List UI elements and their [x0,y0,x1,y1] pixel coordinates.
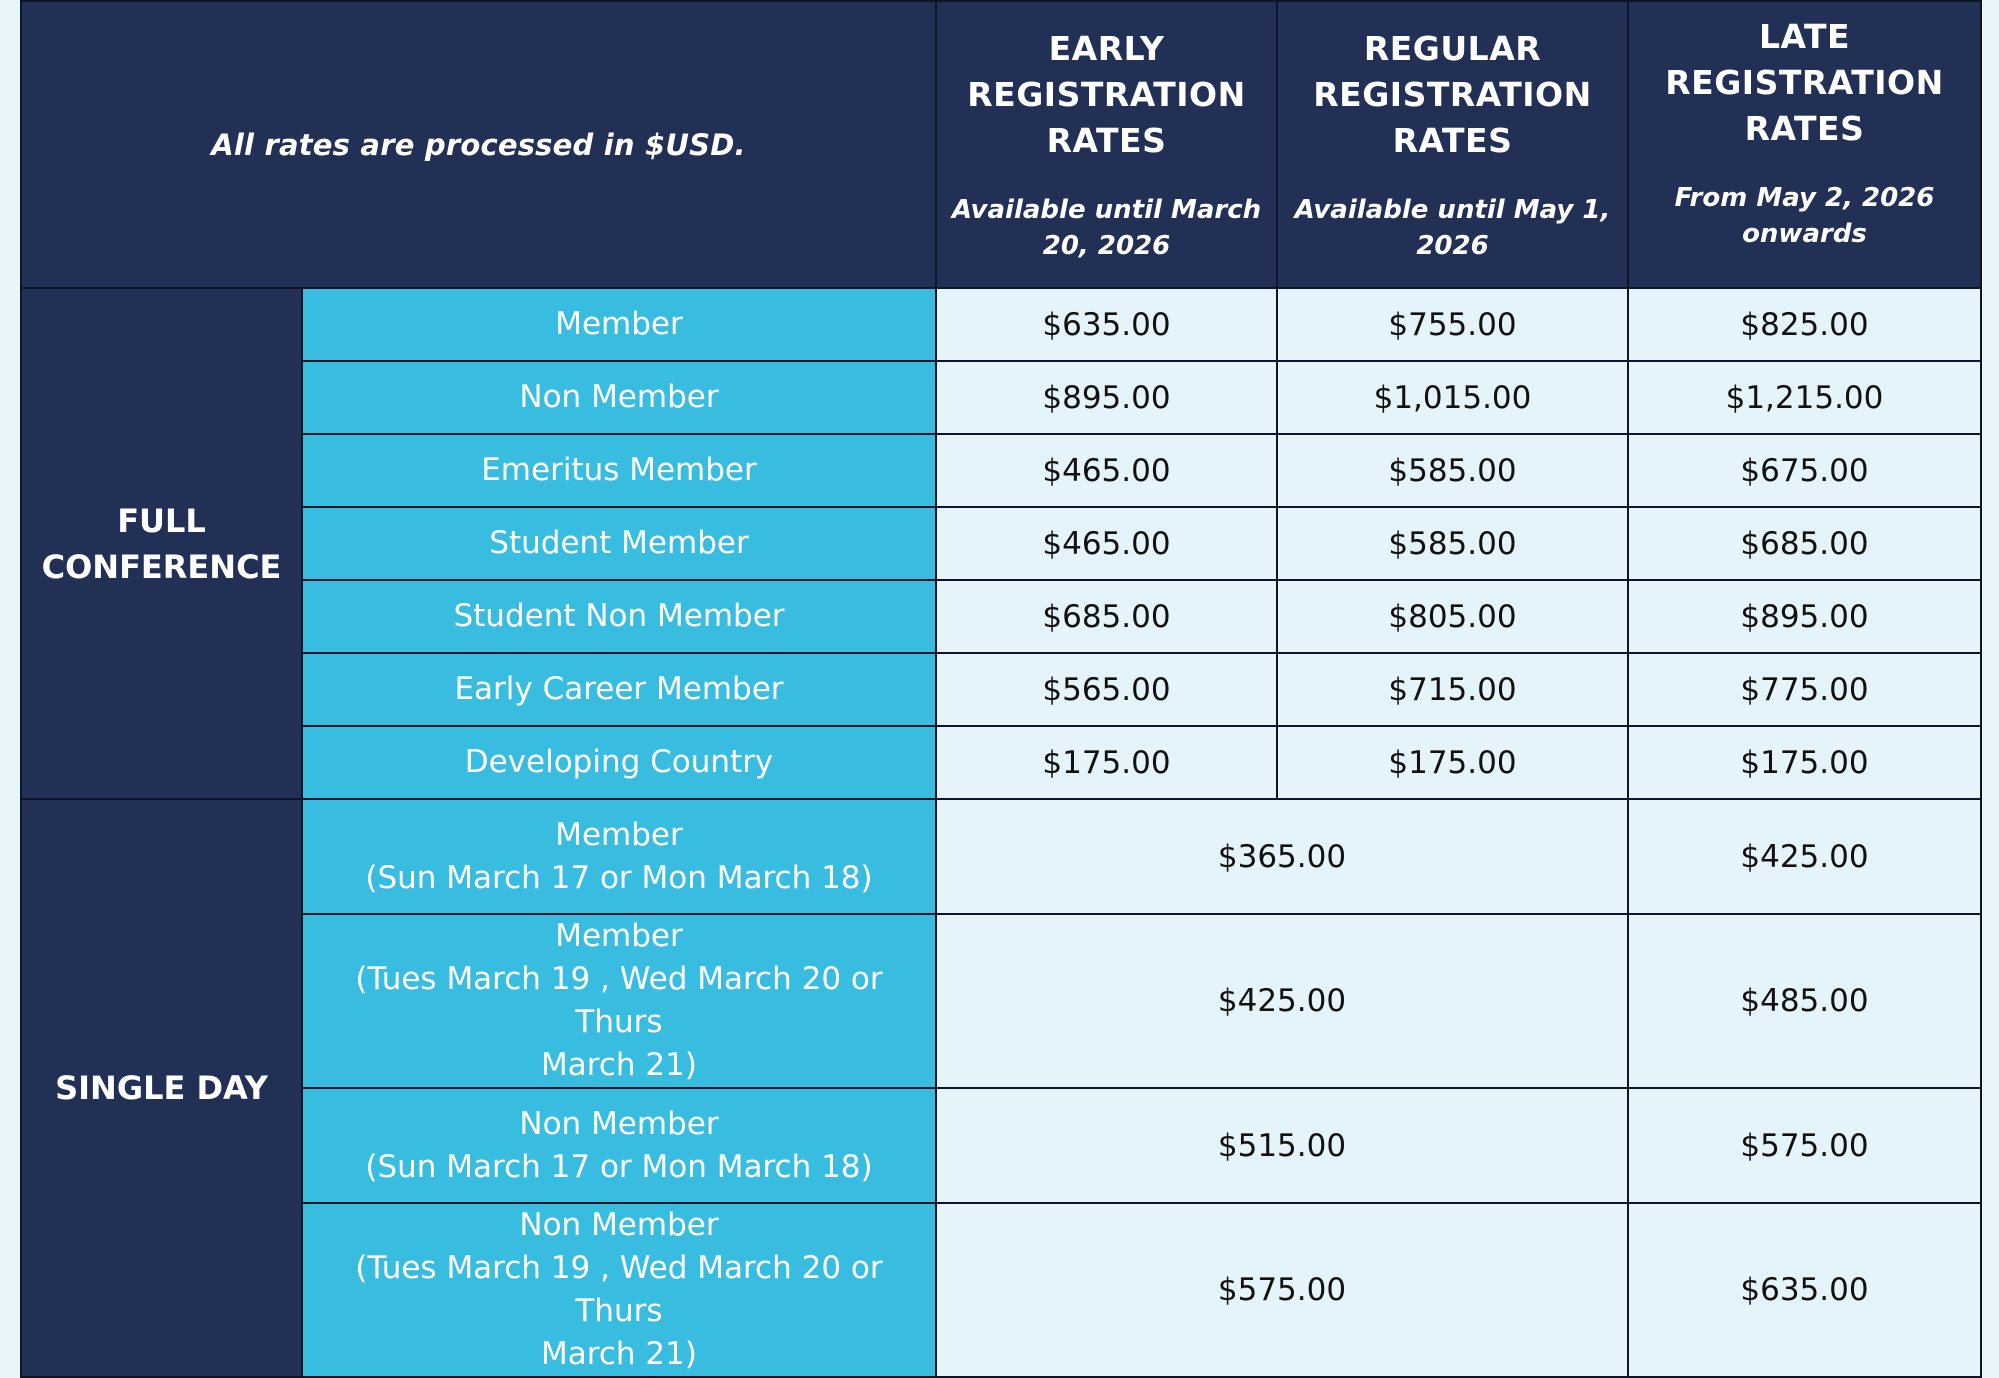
early-regular-price-cell: $365.00 [936,799,1628,914]
early-price-cell: $175.00 [936,726,1277,799]
late-price-cell: $425.00 [1628,799,1981,914]
late-price-cell: $775.00 [1628,653,1981,726]
table-row [21,799,1981,914]
late-title-line-3: RATES [1744,108,1865,148]
table-row [21,434,1981,507]
late-rates-header [1628,1,1981,288]
category-line: (Tues March 19 , Wed March 20 or Thurs [355,1250,883,1329]
regular-price-cell: $805.00 [1277,580,1628,653]
table-row [21,914,1981,1088]
regular-price-cell: $585.00 [1277,507,1628,580]
table-row [21,288,1981,361]
late-price-cell: $1,215.00 [1628,361,1981,434]
regular-title-line-2: REGISTRATION [1313,74,1592,114]
regular-price-cell: $175.00 [1277,726,1628,799]
category-line: Member [555,816,683,853]
late-price-cell: $675.00 [1628,434,1981,507]
category-cell [302,1203,936,1377]
category-cell: Student Member [302,507,936,580]
late-price-cell: $895.00 [1628,580,1981,653]
late-price-cell: $175.00 [1628,726,1981,799]
table-row [21,1088,1981,1203]
full-conference-group-label [21,288,302,799]
category-cell: Non Member [302,361,936,434]
registration-rates-container [20,0,1980,1378]
early-price-cell: $465.00 [936,507,1277,580]
early-price-cell: $465.00 [936,434,1277,507]
regular-title-line-1: REGULAR [1363,28,1542,68]
late-rates-availability [1639,180,1970,252]
early-sub-line-2: 20, 2026 [1042,230,1171,261]
category-line: Non Member [519,1207,719,1243]
regular-sub-line-2: 2026 [1416,230,1489,261]
category-cell [302,914,936,1088]
table-row [21,507,1981,580]
category-line: Member [555,918,683,954]
table-row [21,361,1981,434]
regular-price-cell: $585.00 [1277,434,1628,507]
category-cell: Early Career Member [302,653,936,726]
category-cell [302,799,936,914]
early-price-cell: $635.00 [936,288,1277,361]
late-sub-line-2: onwards [1742,218,1867,249]
category-cell: Student Non Member [302,580,936,653]
group-label-line-2: CONFERENCE [41,547,282,586]
category-cell: Developing Country [302,726,936,799]
regular-price-cell: $715.00 [1277,653,1628,726]
early-title-line-2: REGISTRATION [967,74,1246,114]
regular-price-cell: $755.00 [1277,288,1628,361]
category-cell: Member [302,288,936,361]
regular-rates-header [1277,1,1628,288]
early-regular-price-cell: $515.00 [936,1088,1628,1203]
early-rates-header [936,1,1277,288]
late-price-cell: $635.00 [1628,1203,1981,1377]
early-price-cell: $895.00 [936,361,1277,434]
early-title-line-1: EARLY [1048,28,1165,68]
regular-price-cell: $1,015.00 [1277,361,1628,434]
early-regular-price-cell: $425.00 [936,914,1628,1088]
late-price-cell: $575.00 [1628,1088,1981,1203]
group-label-line-1: FULL [117,501,206,540]
late-sub-line-1: From May 2, 2026 [1674,182,1935,213]
category-cell [302,1088,936,1203]
category-line: (Sun March 17 or Mon March 18) [365,859,873,896]
early-rates-title [947,26,1266,164]
table-row [21,726,1981,799]
regular-title-line-3: RATES [1392,120,1513,160]
regular-rates-availability [1288,192,1617,264]
category-cell: Emeritus Member [302,434,936,507]
header-row [21,1,1981,288]
early-price-cell: $685.00 [936,580,1277,653]
late-title-line-2: REGISTRATION [1665,62,1944,102]
table-row [21,1203,1981,1377]
early-price-cell: $565.00 [936,653,1277,726]
registration-rates-table [20,0,1982,1378]
regular-sub-line-1: Available until May 1, [1294,194,1611,225]
early-title-line-3: RATES [1046,120,1167,160]
late-rates-title [1639,14,1970,152]
late-price-cell: $485.00 [1628,914,1981,1088]
late-title-line-1: LATE [1758,16,1851,56]
regular-rates-title [1288,26,1617,164]
table-row [21,580,1981,653]
early-regular-price-cell: $575.00 [936,1203,1628,1377]
single-day-group-label: SINGLE DAY [21,799,302,1377]
category-line: (Sun March 17 or Mon March 18) [365,1148,873,1185]
category-line: March 21) [541,1047,697,1083]
late-price-cell: $825.00 [1628,288,1981,361]
category-line: (Tues March 19 , Wed March 20 or Thurs [355,961,883,1040]
currency-note-cell [21,1,936,288]
category-line: Non Member [519,1105,719,1142]
late-price-cell: $685.00 [1628,507,1981,580]
currency-note: All rates are processed in $USD. [211,127,746,162]
early-sub-line-1: Available until March [951,194,1262,225]
category-line: March 21) [541,1336,697,1372]
early-rates-availability [947,192,1266,264]
table-row [21,653,1981,726]
